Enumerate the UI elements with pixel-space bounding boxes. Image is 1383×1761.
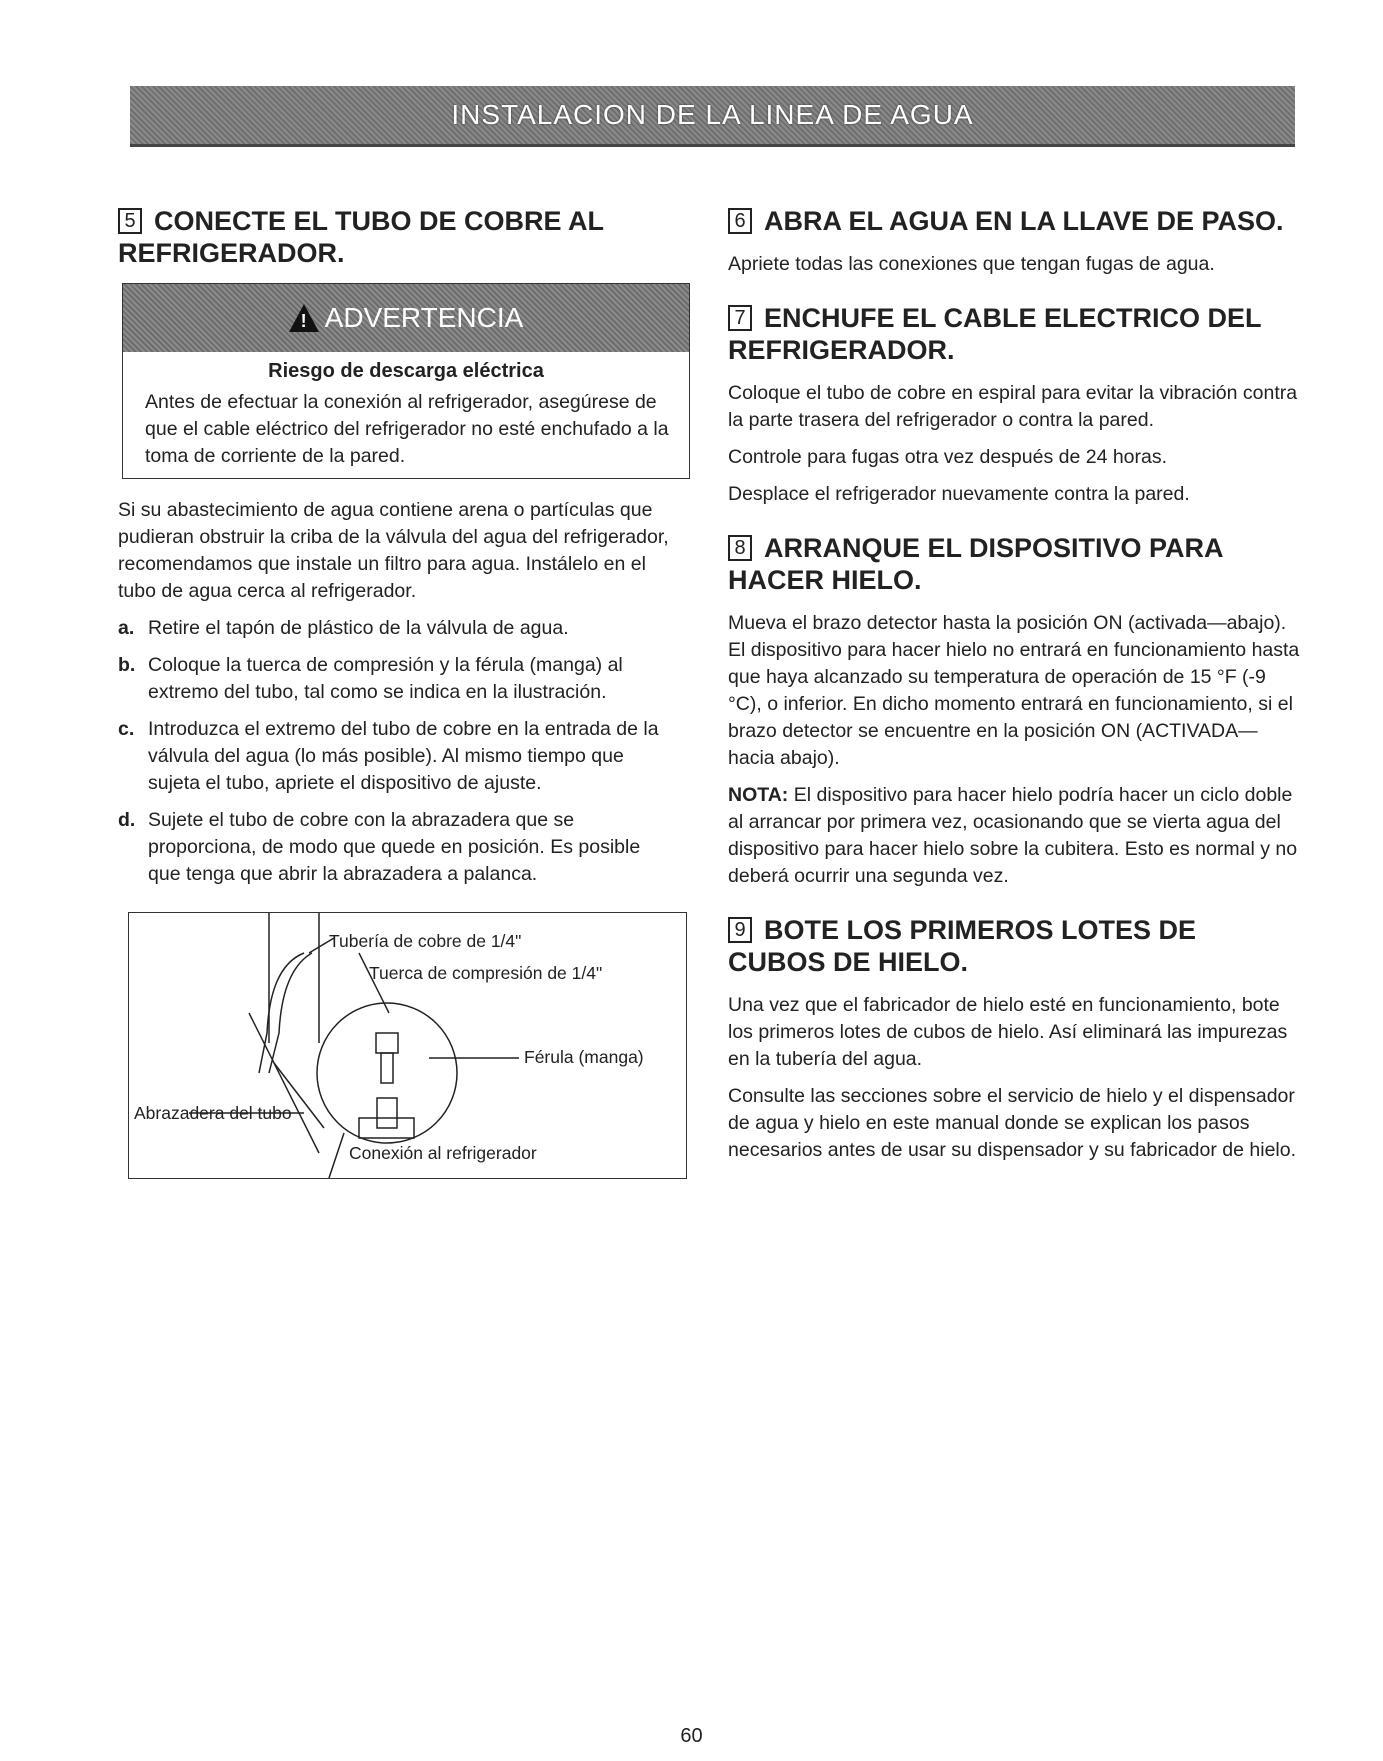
list-text: Sujete el tubo de cobre con la abrazadera que se proporciona, de modo que quede en posición. Es posible que tenga que abrir la abrazadera a palanca. bbox=[148, 809, 641, 885]
list-letter: b. bbox=[118, 654, 136, 676]
step6-heading bbox=[728, 205, 1300, 237]
page-number: 60 bbox=[680, 1725, 703, 1747]
left-column bbox=[118, 205, 678, 1179]
step7-heading bbox=[728, 302, 1300, 366]
list-letter: d. bbox=[118, 809, 136, 831]
warning-box bbox=[122, 283, 690, 479]
step9-number: 9 bbox=[728, 917, 752, 943]
step7-p1: Coloque el tubo de cobre en espiral para evitar la vibración contra la parte trasera del refrigerador o contra la pared. bbox=[728, 382, 1298, 431]
list-item bbox=[118, 807, 678, 888]
step5-heading bbox=[118, 205, 678, 269]
step6-title: ABRA EL AGUA EN LA LLAVE DE PASO. bbox=[764, 206, 1284, 236]
step5-number: 5 bbox=[118, 208, 142, 234]
step7-number: 7 bbox=[728, 305, 752, 331]
list-text: Introduzca el extremo del tubo de cobre en la entrada de la válvula del agua (lo más posible). Al mismo tiempo que sujeta el tubo, apriete el dispositivo de ajuste. bbox=[148, 718, 659, 794]
step5-title: CONECTE EL TUBO DE COBRE AL REFRIGERADOR. bbox=[118, 206, 604, 268]
list-letter: a. bbox=[118, 617, 135, 639]
step9-p1: Una vez que el fabricador de hielo esté en funcionamiento, bote los primeros lotes de cubos de hielo. Así eliminará las impurezas en la tubería del agua. bbox=[728, 994, 1288, 1070]
list-text: Coloque la tuerca de compresión y la férula (manga) al extremo del tubo, tal como se indica en la ilustración. bbox=[148, 654, 623, 703]
warning-text: Antes de efectuar la conexión al refrigerador, asegúrese de que el cable eléctrico del refrigerador no esté enchufado a la toma de corriente de la pared. bbox=[145, 391, 669, 467]
label-clamp: Abrazadera del tubo bbox=[134, 1103, 292, 1123]
step6-number: 6 bbox=[728, 208, 752, 234]
label-tubing: Tubería de cobre de 1/4" bbox=[329, 931, 522, 951]
step7-p3: Desplace el refrigerador nuevamente contra la pared. bbox=[728, 483, 1190, 505]
label-compression-nut: Tuerca de compresión de 1/4" bbox=[369, 963, 603, 983]
list-item bbox=[118, 652, 678, 706]
step8-note bbox=[728, 782, 1300, 890]
connection-drawing bbox=[129, 913, 686, 1178]
connection-illustration bbox=[128, 912, 687, 1179]
list-text: Retire el tapón de plástico de la válvula de agua. bbox=[148, 617, 569, 639]
step8-number: 8 bbox=[728, 535, 752, 561]
note-text: El dispositivo para hacer hielo podría hacer un ciclo doble al arrancar por primera vez, ocasionando que se vierta agua del dispositivo para hacer hielo sobre la cubitera. Esto es normal y no deberá ocurrir una segunda vez. bbox=[728, 784, 1298, 887]
step5-intro: Si su abastecimiento de agua contiene arena o partículas que pudieran obstruir la criba de la válvula del agua del refrigerador, recomendamos que instale un filtro para agua. Instálelo en el tubo de agua cerca al refrigerador. bbox=[118, 499, 669, 602]
note-label: NOTA: bbox=[728, 784, 789, 806]
step5-list bbox=[118, 615, 678, 888]
right-column bbox=[728, 205, 1300, 1174]
step8-title: ARRANQUE EL DISPOSITIVO PARA HACER HIELO. bbox=[728, 533, 1223, 595]
list-letter: c. bbox=[118, 718, 135, 740]
step9-p2: Consulte las secciones sobre el servicio de hielo y el dispensador de agua y hielo en este manual donde se explican los pasos necesarios antes de usar su dispensador y su fabricador de hielo. bbox=[728, 1085, 1297, 1161]
step8-heading bbox=[728, 532, 1300, 596]
label-ferrule: Férula (manga) bbox=[524, 1047, 644, 1067]
warning-header bbox=[123, 284, 689, 352]
warning-header-text: ADVERTENCIA bbox=[324, 302, 524, 333]
list-item bbox=[118, 716, 678, 797]
list-item bbox=[118, 615, 678, 642]
warning-subtitle: Riesgo de descarga eléctrica bbox=[268, 360, 544, 382]
step9-heading bbox=[728, 914, 1300, 978]
section-banner bbox=[130, 86, 1295, 147]
step7-p2: Controle para fugas otra vez después de 24 horas. bbox=[728, 446, 1168, 468]
step6-text: Apriete todas las conexiones que tengan fugas de agua. bbox=[728, 253, 1215, 275]
step9-title: BOTE LOS PRIMEROS LOTES DE CUBOS DE HIELO. bbox=[728, 915, 1197, 977]
label-connection: Conexión al refrigerador bbox=[349, 1143, 537, 1163]
banner-title: INSTALACION DE LA LINEA DE AGUA bbox=[451, 99, 974, 130]
step7-title: ENCHUFE EL CABLE ELECTRICO DEL REFRIGERADOR. bbox=[728, 303, 1262, 365]
warning-triangle-icon: ! bbox=[289, 304, 319, 332]
step8-p1: Mueva el brazo detector hasta la posición ON (activada—abajo). El dispositivo para hacer hielo no entrará en funcionamiento hasta que haya alcanzado su temperatura de operación de 15 °F (-9 °C), o inferior. En dicho momento entrará en funcionamiento, si el brazo detector se encuentre en la posición ON (ACTIVADA—hacia abajo). bbox=[728, 612, 1300, 769]
